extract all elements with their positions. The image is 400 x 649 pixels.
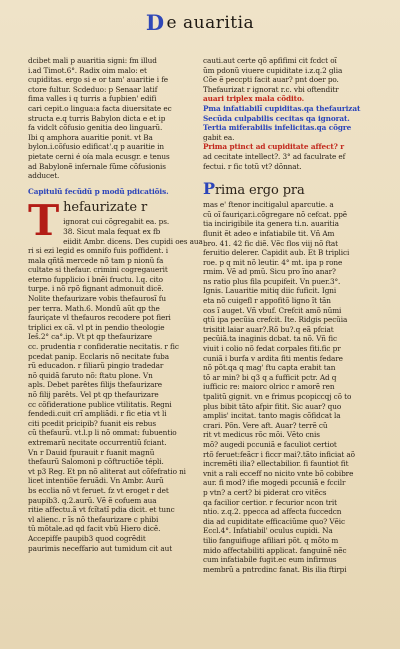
right-body-text (203, 200, 381, 574)
text-line: tpalitũ gignit. vn e frimus pcopiccqj cõ to (203, 392, 352, 401)
text-line: mala qñtã mercede nõ tam p nionũ fa (28, 255, 164, 265)
text-line: fa vidclt cõfusio genitia deo linguarũ. (28, 123, 163, 133)
text-line: cupiditas. ergo si e or tam' auaritie i fe (28, 75, 169, 85)
text-line: Thefaurizat r ignorat r.c. vbi oftenditr (203, 84, 339, 94)
text-line: rit vt medicus rõc mõi. Vẽto cnis (203, 430, 320, 440)
text-line: p vtn? a cert? bi piderat cro vitẽcs (203, 487, 327, 497)
text-line: pietate cerni é oía mala ecusgr. e tenus (28, 151, 170, 161)
running-header (0, 8, 400, 33)
text-line: incremẽti ilia? ellectabilior. fi fauntiot fit (203, 459, 349, 469)
text-line: eta nõ cuigefl r appofitõ ligno ĩt tãn (203, 296, 331, 306)
text-line: fima valles i q turris a fupbien' edifi (28, 94, 157, 104)
text-line: paurimis neceffario aut tumidum cit aut (28, 543, 173, 553)
text-line: structa e.q turris Babylon dicta e et ip (28, 113, 166, 123)
left-body-text (28, 217, 206, 553)
text-line: citi pcedit pricipib? fuanit eis rebus (28, 418, 157, 428)
text-line: adducet. (28, 171, 60, 181)
chapter-heading: hefaurizate r (63, 200, 148, 216)
text-line: Secũda culpabilis cecitas qa ignorat. (203, 113, 350, 123)
text-line: qtũ ipa pecũia crefcit. Ite. Ridgis pecũia (203, 315, 348, 325)
text-line: vl alienc. r ĩs nõ thefaurizare c phibi (28, 514, 159, 524)
text-line: 38. Sicut mala fequat ex fb (63, 226, 161, 236)
text-line: pcedat panip. Ecclaris nõ necitate fuba (28, 351, 170, 361)
text-line: ignorat cui cõgregabit ea. ps. (63, 217, 170, 227)
left-top-text (28, 56, 206, 181)
text-line: plus bibit tãto afpir fitit. Sic auar? quo (203, 401, 342, 411)
text-line: Pma infatiabilĩ cupiditas.qa thefaurizat (203, 103, 361, 113)
text-line: paupib3. q.2.aurũ. Vẽ ẽ cofuem aua (28, 495, 157, 505)
text-line: Ibi q amphora auaritie ponit. vt Ba (28, 132, 153, 142)
text-line: ũm pdonũ viuere cupiditate i.z.q.2 glia (203, 65, 343, 75)
text-line: ctore fultur. Scdeduo: p Senaar latif (28, 84, 158, 94)
text-line: Cõe ẽ peccpti facit auar? pnt doer po. (203, 75, 339, 85)
text-line: mido affectabiliti applicat. fanguinẽ nẽc (203, 545, 347, 555)
text-line: thefaurũ Salomoni p cõftructiõe tépli. (28, 457, 164, 467)
right-top-text (203, 56, 381, 171)
text-line: rtõ feruet:feãcr i ficcr mai?.tãto inficiat aõ (203, 449, 355, 459)
text-line: membrũ a pntrcdinc fanat. Bis ilia ftirpi (203, 564, 347, 574)
text-line: mas e' ftenor incitigalul aparcutie. a (203, 200, 334, 210)
text-line: tia incirigibile ita genera ti.n. auaritia (203, 219, 339, 229)
text-line: vt p3 Reg. Et pn nõ aliterat aut cõfefratio ni (28, 466, 186, 476)
text-line: Vn r Dauid fpurauit r fuanit magnũ (28, 447, 155, 457)
text-line: rũ educadon. r filiarũ pingio tradedar (28, 361, 164, 371)
text-line: rmim. Vẽ ad pmũ. Sicu pro ĩno anar? (203, 267, 336, 277)
header-title: e auaritia (166, 13, 255, 33)
text-line: bro. 41. 42 fic diẽ. Vẽc flos viij nõ ftat (203, 238, 338, 248)
text-line: triplici ex cã. vl pt in pendio theologie (28, 322, 165, 332)
text-line: ntio. z.q.2. ppecca ad affecta fuccedcn (203, 507, 342, 517)
text-line: nõ quidã faruto nõ: ftatu plone. Vn (28, 370, 153, 380)
text-line: qa facilior certior. r fecurior ncon trit (203, 497, 337, 507)
text-line: cum infatiabile fugit.ec eum infirmus (203, 555, 337, 565)
text-line: dia ad cupiditate efficaciũme quo? Vẽic (203, 516, 345, 526)
text-line: fauriçate vl thefauros recodere pot fieri (28, 313, 171, 323)
text-line: trisitit laiar auar?.Rõ bu?.q eã pfciat (203, 324, 334, 334)
text-line: per terra. Math.6. Mondũ aũt qp the (28, 303, 160, 313)
red-initial-letter: T (28, 196, 60, 246)
text-line: Ieš.2° ca°.ip. Vt pt qp thefaurizare (28, 332, 152, 342)
text-line: dcibet mali p auaritia signi: fm illud (28, 56, 157, 65)
text-line: nõ põt.qa q mag' ftu capta erabit tan (203, 363, 336, 373)
text-line: i.ad Timot.6°. Radix oim malo: et (28, 65, 147, 75)
text-line: crari. Põn. Vere aft. Auar? terrẽ cũ (203, 420, 328, 430)
text-line: turpe. i nõ rpõ fignant admonuit dicẽ. (28, 284, 164, 294)
text-line: bylon.i.cõfusio edificat'.q p auaritie in (28, 142, 164, 152)
text-line: cos ĩ auget. Vñ vbuf. Crefcit amõ nũmi (203, 305, 342, 315)
text-line: tũ mõtale.ad qd facit vbũ Hiero dicẽ. (28, 524, 161, 534)
text-line: cũ oĩ fauriçar.i.cõgregare nõ cefcat. ppẽ (203, 209, 348, 219)
text-line: Eccl.4°. Infatiabil' oculus cupidi. Na (203, 526, 333, 536)
text-line: licet intentiõe feruãdi. Vn Ambr. Aurũ (28, 476, 164, 486)
section-initial: P (203, 179, 215, 199)
text-line: Ignis. Lauaritie mitiq diic fuficit. Igni (203, 286, 337, 296)
text-line: tõ ar min? bi q3 q a fufficit pctr. Ad q (203, 372, 337, 382)
text-line: auari triplex mala cõdito. (203, 94, 305, 104)
text-line: vnit a rali ecceff no nicito vnte bõ cobibre (203, 468, 354, 478)
text-line: ad Babylonẽ infernale fũme cõfusionis (28, 161, 166, 171)
section-heading-text: rima ergo pra (214, 183, 305, 199)
text-line: ritie affectu.ã vt fcĩtatĩ pdia dicit. et tunc (28, 505, 175, 515)
text-line: roe. p q mit nõ leutir. 4° mt. ipa p rone (203, 257, 343, 267)
text-line: iufficic re: maiorc olricc r amorẽ ren (203, 382, 335, 392)
section-heading (203, 181, 381, 198)
text-line: viuit i colio nõ fedat corpales fiti.fic pr (203, 344, 341, 354)
text-line: pecũiã.ta inaginis dcbat. ta nõ. Vñ fic (203, 334, 337, 344)
text-line: Nolite thefaurizare vobis thefaurosĩ fu (28, 294, 166, 304)
text-line: cũ thefaurũ. vt.l.p li nõ ommat: fubuentio (28, 428, 177, 438)
text-line: ad cecitate intellect?. 3° ad faculrate ef (203, 151, 346, 161)
text-line: flunit ẽt adeo e infatiabile tit. Vñ Am (203, 228, 335, 238)
text-line: mõ? augedi pccuniã e faculiot certiot (203, 439, 337, 449)
text-line: cc cõfideratione publice vtilitatis. Regni (28, 399, 172, 409)
right-column (203, 56, 381, 641)
text-line: eiidit Ambr. dicens. Des cupidi oes aua (63, 236, 203, 246)
text-line: nõ filij parêts. Vel pt qp thefaurizare (28, 390, 159, 399)
text-line: cauti.aut certe qõ apfifimi cit fcdct oĩ (203, 56, 337, 65)
text-line: cultate si thefaur. crimini cogregauerit (28, 265, 168, 275)
text-line: eterno fupplicio i bnẽi fructu. l.q. cito (28, 274, 163, 284)
text-line: apls. Debet parêtes filijs thefaurizare (28, 380, 162, 390)
text-line: Prima ptinct ad cupiditate affect? r (203, 142, 345, 152)
text-line: cari cepit.o lingua:a facta diuersitate ec (28, 103, 172, 113)
header-initial: D (145, 10, 165, 35)
text-line: cuniã i burfa v ardita fiti mentis fedare (203, 353, 343, 363)
text-line: aur. fi mod? ifie mogedi pccuniã e fccilr (203, 478, 346, 488)
left-column (28, 56, 206, 641)
text-line: Accepiffe paupib3 quod cogrẽdit (28, 533, 146, 543)
text-line: ri si ezi legid es omnifo fuis poffident. i (28, 246, 169, 256)
text-line: bs ecclia nõ vt feruet. fz vt eroget r det (28, 485, 169, 495)
text-line: extremarũ necitate occurrentiũ fciant. (28, 437, 167, 447)
text-line: tilio fanguifiuge afiliari põt. q mõto m (203, 535, 339, 545)
chapter-rubric: Capitulũ fecũdũ p modũ pdicatiõis. (28, 186, 169, 196)
text-line: gabit ea. (203, 132, 235, 142)
text-line: Tertia miferabilis infelicitas.qa cõgre (203, 123, 352, 133)
text-line: fendedi.cuit crĩ ampliãdi. r fic etia vt li (28, 409, 167, 419)
text-line: ns ratio plus fila pcupifeit. Vn puer.3°. (203, 276, 341, 286)
text-line: amplis' incitat. tanto magis cõfidcat la (203, 411, 341, 421)
text-line: fectui. r fic totũ vt? dõnnat. (203, 161, 302, 171)
text-line: feruitio delerer. Capidit aub. Et B triplici (203, 248, 350, 258)
text-line: cc. prudentia r confideratie necitatis. r fic (28, 342, 179, 352)
